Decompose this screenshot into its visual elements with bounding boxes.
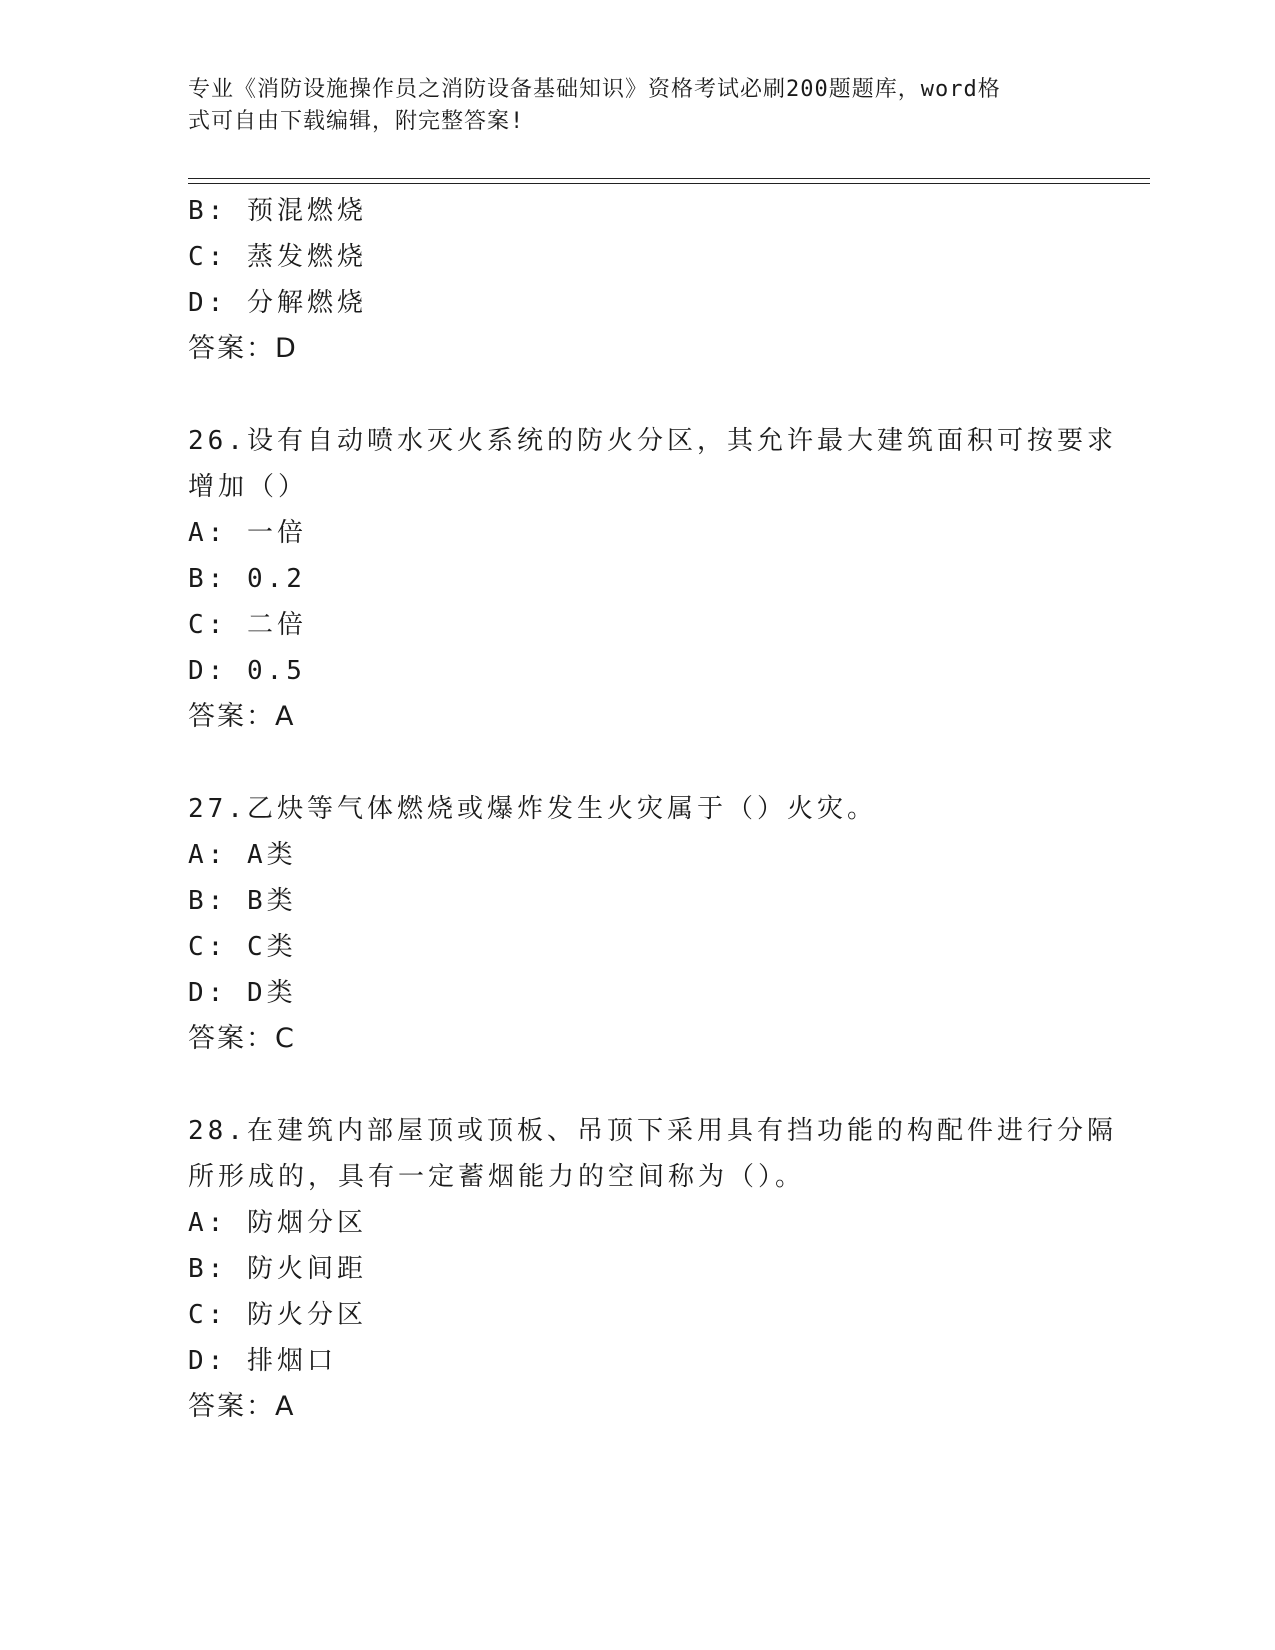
- question-26: [188, 418, 1117, 740]
- option-a: A: 一倍: [188, 518, 307, 548]
- option-b: B: 防火间距: [188, 1254, 367, 1284]
- option-d: D: D类: [188, 978, 297, 1008]
- answer-line: 答案：A: [188, 701, 296, 732]
- option-c: C: 蒸发燃烧: [188, 242, 367, 272]
- question-stem-line-1: 26.设有自动喷水灭火系统的防火分区，其允许最大建筑面积可按要求: [188, 426, 1117, 456]
- question-list: [188, 188, 1117, 1430]
- answer-line: 答案：A: [188, 1391, 296, 1422]
- option-c: C: 防火分区: [188, 1300, 367, 1330]
- header-divider-bottom: [188, 183, 1150, 184]
- option-a: A: 防烟分区: [188, 1208, 367, 1238]
- option-b: B: B类: [188, 886, 297, 916]
- spacer: [188, 372, 1088, 418]
- header-title-line-2: 式可自由下载编辑，附完整答案!: [188, 109, 525, 134]
- option-b: B: 0.2: [188, 564, 306, 594]
- document-header: [188, 74, 1088, 138]
- answer-line: 答案：C: [188, 1023, 296, 1054]
- option-d: D: 0.5: [188, 656, 306, 686]
- question-stem-line-1: 27.乙炔等气体燃烧或爆炸发生火灾属于（）火灾。: [188, 794, 877, 824]
- question-stem-line-2: 所形成的，具有一定蓄烟能力的空间称为（）。: [188, 1162, 806, 1192]
- option-b: B: 预混燃烧: [188, 196, 367, 226]
- spacer: [188, 1062, 1088, 1108]
- header-divider-top: [188, 178, 1150, 179]
- question-27: [188, 786, 1088, 1062]
- option-c: C: 二倍: [188, 610, 307, 640]
- option-a: A: A类: [188, 840, 297, 870]
- question-28: [188, 1108, 1117, 1430]
- option-d: D: 分解燃烧: [188, 288, 367, 318]
- answer-line: 答案：D: [188, 333, 298, 364]
- question-stem-line-1: 28.在建筑内部屋顶或顶板、吊顶下采用具有挡功能的构配件进行分隔: [188, 1116, 1117, 1146]
- question-stem-line-2: 增加（）: [188, 472, 309, 502]
- option-c: C: C类: [188, 932, 297, 962]
- question-25-continued: [188, 188, 1088, 372]
- spacer: [188, 740, 1088, 786]
- option-d: D: 排烟口: [188, 1346, 337, 1376]
- header-title-line-1: 专业《消防设施操作员之消防设备基础知识》资格考试必刷200题题库，word格: [188, 77, 1001, 102]
